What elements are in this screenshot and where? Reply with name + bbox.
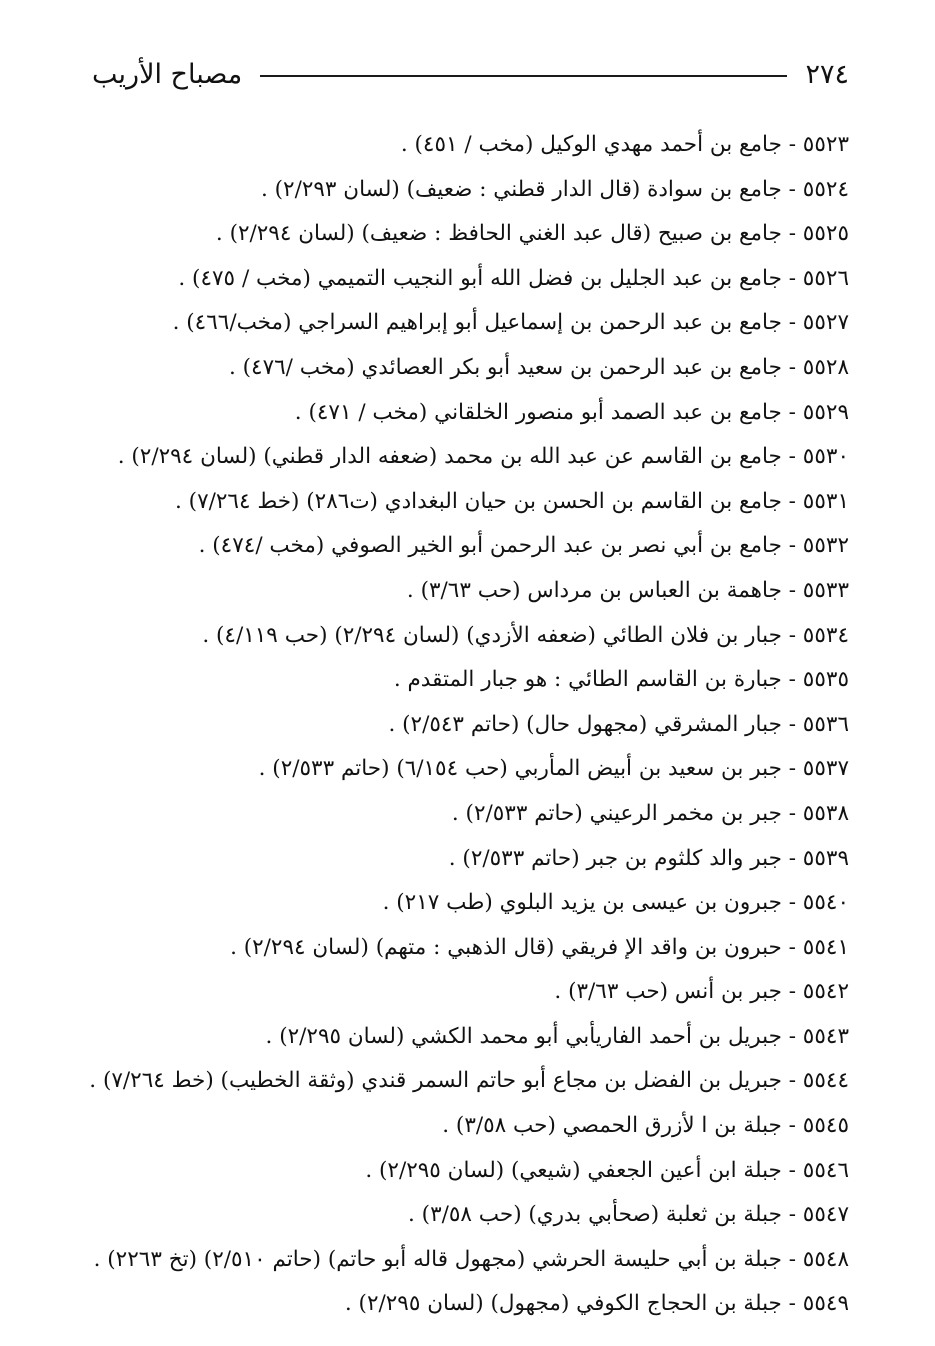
- entry-text: ٥٥٢٧ - جامع بن عبد الرحمن بن إسماعيل أبو إبراهيم السراجي (مخب/٤٦٦) .: [172, 310, 849, 336]
- entry-text: ٥٥٢٨ - جامع بن عبد الرحمن بن سعيد أبو بكر العصائدي (مخب /٤٧٦) .: [228, 354, 849, 380]
- list-item: [60, 749, 849, 794]
- list-item: [60, 1195, 849, 1240]
- list-item: [60, 1151, 849, 1196]
- list-item: [60, 526, 849, 571]
- list-item: [60, 839, 849, 884]
- entry-text: ٥٥٣٢ - جامع بن أبي نصر بن عبد الرحمن أبو الخير الصوفي (مخب /٤٧٤) .: [198, 533, 849, 559]
- entry-text: ٥٥٤٤ - جبريل بن الفضل بن مجاع أبو حاتم السمر قندي (وثقة الخطيب) (خط ٧/٢٦٤) .: [89, 1068, 849, 1094]
- list-item: [60, 482, 849, 527]
- list-item: [60, 705, 849, 750]
- entry-text: ٥٥٤٢ - جبر بن أنس (حب ٣/٦٣) .: [554, 979, 849, 1005]
- entry-text: ٥٥٤٧ - جبلة بن ثعلبة (صحأبي بدري) (حب ٣/٥٨) .: [408, 1202, 849, 1228]
- list-item: [60, 972, 849, 1017]
- entry-text: ٥٥٢٦ - جامع بن عبد الجليل بن فضل الله أبو النجيب التميمي (مخب / ٤٧٥) .: [178, 265, 849, 291]
- page-header: [92, 52, 849, 96]
- list-item: [60, 883, 849, 928]
- entry-text: ٥٥٤٦ - جبلة ابن أعين الجعفي (شيعي) (لسان ٢/٢٩٥) .: [365, 1157, 849, 1183]
- header-rule: [260, 75, 787, 77]
- entry-text: ٥٥٣٧ - جبر بن سعيد بن أبيض المأربي (حب ٦/١٥٤) (حاتم ٢/٥٣٣) .: [258, 756, 849, 782]
- list-item: [60, 616, 849, 661]
- entry-list: [60, 125, 849, 1329]
- list-item: [60, 1240, 849, 1285]
- entry-text: ٥٥٣٠ - جامع بن القاسم عن عبد الله بن محمد (ضعفه الدار قطني) (لسان ٢/٢٩٤) .: [117, 444, 849, 470]
- list-item: [60, 393, 849, 438]
- entry-text: ٥٥٣٥ - جبارة بن القاسم الطائي : هو جبار المتقدم .: [393, 667, 849, 693]
- list-item: [60, 1017, 849, 1062]
- list-item: [60, 170, 849, 215]
- entry-text: ٥٥٣٦ - جبار المشرقي (مجهول حال) (حاتم ٢/٥٤٣) .: [388, 711, 849, 737]
- entry-text: ٥٥٣٤ - جبار بن فلان الطائي (ضعفه الأزدي) (لسان ٢/٢٩٤) (حب ٤/١١٩) .: [202, 622, 849, 648]
- running-title: مصباح الأريب: [92, 58, 243, 90]
- list-item: [60, 214, 849, 259]
- entry-text: ٥٥٤٨ - جبلة بن أبي حليسة الحرشي (مجهول قاله أبو حاتم) (حاتم ٢/٥١٠) (تخ ٢٢٦٣) .: [93, 1246, 849, 1272]
- entry-text: ٥٥٤٣ - جبريل بن أحمد الفاريأبي أبو محمد الكشي (لسان ٢/٢٩٥) .: [265, 1023, 849, 1049]
- list-item: [60, 348, 849, 393]
- entry-text: ٥٥٣٣ - جاهمة بن العباس بن مرداس (حب ٣/٦٣) .: [406, 577, 849, 603]
- list-item: [60, 259, 849, 304]
- entry-text: ٥٥٣٩ - جبر والد كلثوم بن جبر (حاتم ٢/٥٣٣) .: [448, 845, 849, 871]
- list-item: [60, 928, 849, 973]
- entry-text: ٥٥٢٥ - جامع بن صبيح (قال عبد الغني الحافظ : ضعيف) (لسان ٢/٢٩٤) .: [215, 221, 849, 247]
- list-item: [60, 1284, 849, 1329]
- entry-text: ٥٥٣٨ - جبر بن مخمر الرعيني (حاتم ٢/٥٣٣) .: [451, 800, 849, 826]
- list-item: [60, 1106, 849, 1151]
- entry-text: ٥٥٤٠ - جبرون بن عيسى بن يزيد البلوي (طب ٢١٧) .: [382, 890, 849, 916]
- entry-text: ٥٥٢٣ - جامع بن أحمد مهدي الوكيل (مخب / ٤٥١) .: [400, 132, 849, 157]
- entry-text: ٥٥٢٩ - جامع بن عبد الصمد أبو منصور الخلقاني (مخب / ٤٧١) .: [294, 399, 849, 425]
- list-item: [60, 303, 849, 348]
- entry-text: ٥٥٢٤ - جامع بن سوادة (قال الدار قطني : ضعيف) (لسان ٢/٢٩٣) .: [260, 176, 849, 202]
- entry-text: ٥٥٤٥ - جبلة بن ا لأزرق الحمصي (حب ٣/٥٨) .: [442, 1113, 849, 1139]
- entry-text: ٥٥٤١ - حبرون بن واقد الإ فريقي (قال الذهبي : متهم) (لسان ٢/٢٩٤) .: [230, 934, 849, 960]
- list-item: [60, 1061, 849, 1106]
- list-item: [60, 125, 849, 170]
- list-item: [60, 794, 849, 839]
- entry-text: ٥٥٣١ - جامع بن القاسم بن الحسن بن حيان البغدادي (ت٢٨٦) (خط ٧/٢٦٤) .: [175, 488, 849, 514]
- list-item: [60, 571, 849, 616]
- list-item: [60, 660, 849, 705]
- page-number: ٢٧٤: [805, 58, 849, 90]
- entry-text: ٥٥٤٩ - جبلة بن الحجاج الكوفي (مجهول) (لسان ٢/٢٩٥) .: [344, 1291, 849, 1317]
- list-item: [60, 437, 849, 482]
